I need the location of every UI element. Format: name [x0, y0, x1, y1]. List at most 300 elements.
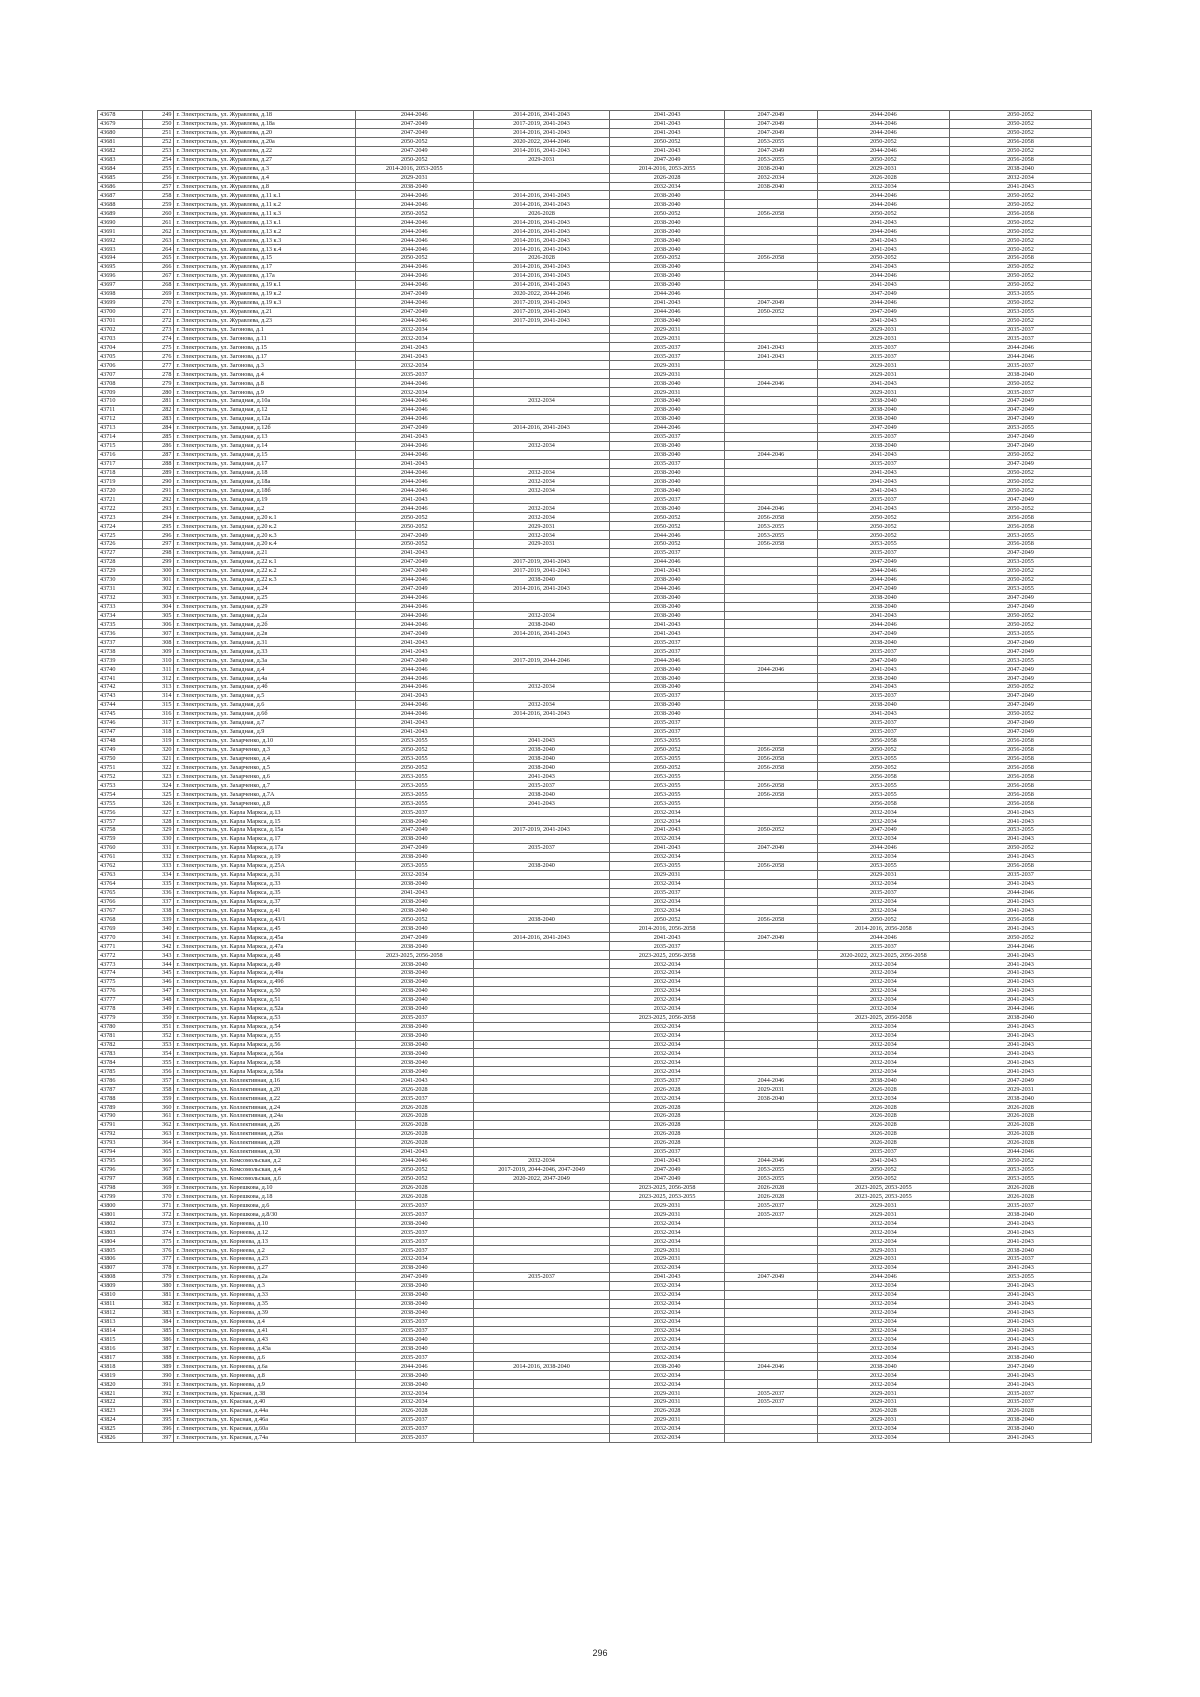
- table-cell: 43755: [98, 799, 143, 808]
- table-cell: 2026-2028: [610, 1129, 725, 1138]
- table-cell: 43775: [98, 977, 143, 986]
- table-row: [98, 441, 1092, 450]
- table-cell: 2047-2049: [817, 584, 949, 593]
- table-cell: г. Электросталь, ул. Западная, д.19: [174, 495, 355, 504]
- table-cell: 388: [142, 1353, 174, 1362]
- table-cell: 2038-2040: [610, 504, 725, 513]
- table-cell: 2017-2019, 2041-2043: [473, 298, 610, 307]
- table-cell: 2050-2052: [610, 540, 725, 549]
- table-cell: 2050-2052: [724, 307, 817, 316]
- table-cell: 368: [142, 1174, 174, 1183]
- table-cell: 2035-2037: [355, 1326, 473, 1335]
- table-cell: 43717: [98, 459, 143, 468]
- table-cell: 2041-2043: [610, 111, 725, 120]
- table-cell: г. Электросталь, ул. Загонова, д.8: [174, 379, 355, 388]
- table-cell: 2056-2058: [724, 781, 817, 790]
- table-cell: [473, 1335, 610, 1344]
- table-cell: [724, 575, 817, 584]
- table-cell: 43728: [98, 557, 143, 566]
- table-cell: 2056-2058: [724, 754, 817, 763]
- table-row: [98, 620, 1092, 629]
- table-cell: [724, 1415, 817, 1424]
- table-cell: г. Электросталь, ул. Корнеева, д.41: [174, 1326, 355, 1335]
- table-cell: 2014-2016, 2041-2043: [473, 262, 610, 271]
- table-cell: 43715: [98, 441, 143, 450]
- table-cell: 296: [142, 531, 174, 540]
- table-cell: 2044-2046: [817, 933, 949, 942]
- table-cell: [724, 1058, 817, 1067]
- table-cell: 2032-2034: [473, 397, 610, 406]
- table-cell: 2032-2034: [473, 683, 610, 692]
- table-cell: [473, 1040, 610, 1049]
- table-cell: 2047-2049: [610, 1165, 725, 1174]
- table-cell: [724, 977, 817, 986]
- table-cell: 43782: [98, 1040, 143, 1049]
- table-cell: [724, 727, 817, 736]
- table-cell: 2014-2016, 2038-2040: [473, 1362, 610, 1371]
- table-cell: 2035-2037: [610, 1147, 725, 1156]
- table-cell: 2056-2058: [949, 209, 1091, 218]
- table-cell: [724, 1281, 817, 1290]
- table-row: [98, 1147, 1092, 1156]
- table-cell: г. Электросталь, ул. Карла Маркса, д.45: [174, 924, 355, 933]
- table-cell: [473, 879, 610, 888]
- table-cell: 2050-2052: [610, 763, 725, 772]
- table-cell: 43788: [98, 1094, 143, 1103]
- table-cell: 2041-2043: [949, 1326, 1091, 1335]
- table-cell: 2053-2055: [610, 790, 725, 799]
- table-cell: [473, 164, 610, 173]
- table-row: [98, 1406, 1092, 1415]
- table-cell: 2038-2040: [610, 191, 725, 200]
- table-cell: 2044-2046: [355, 227, 473, 236]
- table-cell: 2026-2028: [817, 173, 949, 182]
- table-cell: г. Электросталь, ул. Захарченко, д.7: [174, 781, 355, 790]
- table-cell: [724, 414, 817, 423]
- table-cell: 43731: [98, 584, 143, 593]
- table-cell: 260: [142, 209, 174, 218]
- table-cell: 361: [142, 1112, 174, 1121]
- table-cell: 2014-2016, 2041-2043: [473, 245, 610, 254]
- table-row: [98, 1344, 1092, 1353]
- schedule-table-body: [98, 111, 1092, 1443]
- table-cell: г. Электросталь, ул. Журавлева, д.23: [174, 316, 355, 325]
- table-cell: 43682: [98, 146, 143, 155]
- table-cell: [724, 1004, 817, 1013]
- table-cell: г. Электросталь, ул. Корнеева, д.10: [174, 1219, 355, 1228]
- table-cell: г. Электросталь, ул. Журавлева, д.13 к.2: [174, 227, 355, 236]
- table-cell: г. Электросталь, ул. Карла Маркса, д.15а: [174, 826, 355, 835]
- table-cell: г. Электросталь, ул. Корнеева, д.12: [174, 1228, 355, 1237]
- table-cell: 43801: [98, 1210, 143, 1219]
- table-cell: г. Электросталь, ул. Коллективная, д.24: [174, 1103, 355, 1112]
- table-cell: 2032-2034: [355, 1389, 473, 1398]
- table-cell: г. Электросталь, ул. Журавлева, д.13 к.4: [174, 245, 355, 254]
- table-cell: 328: [142, 817, 174, 826]
- table-cell: 2041-2043: [355, 718, 473, 727]
- table-row: [98, 960, 1092, 969]
- table-cell: 2050-2052: [949, 236, 1091, 245]
- table-cell: 43760: [98, 843, 143, 852]
- table-cell: 272: [142, 316, 174, 325]
- table-cell: 43754: [98, 790, 143, 799]
- table-cell: 2047-2049: [724, 933, 817, 942]
- table-cell: 2050-2052: [355, 254, 473, 263]
- table-cell: 279: [142, 379, 174, 388]
- table-cell: 2029-2031: [355, 173, 473, 182]
- table-cell: 2038-2040: [473, 861, 610, 870]
- table-cell: 284: [142, 423, 174, 432]
- table-cell: 2032-2034: [355, 1398, 473, 1407]
- table-row: [98, 1398, 1092, 1407]
- table-cell: 2032-2034: [473, 611, 610, 620]
- table-cell: 2032-2034: [610, 1424, 725, 1433]
- table-row: [98, 691, 1092, 700]
- table-cell: г. Электросталь, ул. Корнеева, д.9: [174, 1380, 355, 1389]
- table-cell: г. Электросталь, ул. Западная, д.3а: [174, 656, 355, 665]
- table-cell: [724, 656, 817, 665]
- table-cell: 370: [142, 1192, 174, 1201]
- table-row: [98, 486, 1092, 495]
- table-cell: 2038-2040: [949, 1415, 1091, 1424]
- table-cell: 2056-2058: [724, 513, 817, 522]
- table-cell: 2038-2040: [724, 1094, 817, 1103]
- table-cell: г. Электросталь, ул. Карла Маркса, д.49б: [174, 977, 355, 986]
- table-cell: 267: [142, 271, 174, 280]
- table-cell: 2038-2040: [355, 1290, 473, 1299]
- table-cell: 43756: [98, 808, 143, 817]
- table-cell: 2050-2052: [817, 137, 949, 146]
- table-cell: [473, 906, 610, 915]
- table-cell: 2047-2049: [949, 405, 1091, 414]
- table-row: [98, 834, 1092, 843]
- table-cell: 2014-2016, 2041-2043: [473, 218, 610, 227]
- table-cell: 2050-2052: [355, 1174, 473, 1183]
- table-cell: 43746: [98, 718, 143, 727]
- table-cell: [724, 799, 817, 808]
- table-cell: [724, 1326, 817, 1335]
- table-cell: 2032-2034: [473, 486, 610, 495]
- table-cell: 2032-2034: [817, 1299, 949, 1308]
- table-cell: 43810: [98, 1290, 143, 1299]
- table-cell: [724, 557, 817, 566]
- table-cell: 2053-2055: [724, 137, 817, 146]
- table-row: [98, 1165, 1092, 1174]
- table-cell: 43714: [98, 432, 143, 441]
- table-row: [98, 1219, 1092, 1228]
- table-cell: 43701: [98, 316, 143, 325]
- table-row: [98, 271, 1092, 280]
- table-cell: г. Электросталь, ул. Корнеева, д.3: [174, 1281, 355, 1290]
- table-cell: 2032-2034: [817, 1067, 949, 1076]
- table-cell: [724, 405, 817, 414]
- table-cell: 2047-2049: [355, 128, 473, 137]
- table-cell: 2050-2052: [817, 209, 949, 218]
- table-cell: [724, 334, 817, 343]
- table-cell: 43705: [98, 352, 143, 361]
- table-cell: 2044-2046: [355, 683, 473, 692]
- table-cell: 299: [142, 557, 174, 566]
- table-cell: 367: [142, 1165, 174, 1174]
- table-cell: г. Электросталь, ул. Коллективная, д.30: [174, 1147, 355, 1156]
- table-cell: 2032-2034: [817, 977, 949, 986]
- table-cell: [473, 1210, 610, 1219]
- table-cell: 43796: [98, 1165, 143, 1174]
- table-cell: [724, 638, 817, 647]
- table-cell: 2038-2040: [355, 995, 473, 1004]
- table-cell: 2029-2031: [610, 1246, 725, 1255]
- table-cell: 321: [142, 754, 174, 763]
- table-cell: 334: [142, 870, 174, 879]
- table-cell: г. Электросталь, ул. Западная, д.33: [174, 647, 355, 656]
- table-cell: 249: [142, 111, 174, 120]
- table-row: [98, 1058, 1092, 1067]
- table-cell: 2035-2037: [817, 942, 949, 951]
- table-cell: 2050-2052: [817, 1174, 949, 1183]
- table-cell: 2032-2034: [610, 1433, 725, 1442]
- table-cell: [724, 951, 817, 960]
- table-cell: 43786: [98, 1076, 143, 1085]
- table-cell: 2029-2031: [610, 361, 725, 370]
- table-cell: [724, 691, 817, 700]
- table-cell: 2032-2034: [355, 870, 473, 879]
- table-cell: г. Электросталь, ул. Западная, д.20 к.3: [174, 531, 355, 540]
- table-cell: 2032-2034: [817, 1049, 949, 1058]
- table-cell: [473, 665, 610, 674]
- table-cell: 43777: [98, 995, 143, 1004]
- table-cell: 43805: [98, 1246, 143, 1255]
- table-row: [98, 826, 1092, 835]
- table-cell: 2038-2040: [355, 1335, 473, 1344]
- table-cell: 2029-2031: [817, 1389, 949, 1398]
- table-cell: 2038-2040: [817, 405, 949, 414]
- table-cell: [724, 924, 817, 933]
- table-cell: 2047-2049: [355, 423, 473, 432]
- table-cell: 2041-2043: [817, 683, 949, 692]
- table-cell: 2014-2016, 2041-2043: [473, 227, 610, 236]
- table-cell: 2041-2043: [817, 236, 949, 245]
- table-cell: 2026-2028: [949, 1129, 1091, 1138]
- table-cell: 353: [142, 1040, 174, 1049]
- table-cell: 2035-2037: [724, 1201, 817, 1210]
- table-cell: г. Электросталь, ул. Журавлева, д.11 к.1: [174, 191, 355, 200]
- table-cell: 2044-2046: [355, 280, 473, 289]
- table-cell: г. Электросталь, ул. Журавлева, д.4: [174, 173, 355, 182]
- table-cell: 263: [142, 236, 174, 245]
- table-row: [98, 1228, 1092, 1237]
- table-cell: 2026-2028: [355, 1192, 473, 1201]
- table-cell: 2038-2040: [355, 942, 473, 951]
- table-cell: 2041-2043: [817, 316, 949, 325]
- table-cell: 2053-2055: [949, 1165, 1091, 1174]
- table-row: [98, 405, 1092, 414]
- table-cell: 278: [142, 370, 174, 379]
- table-cell: [724, 468, 817, 477]
- table-cell: 2041-2043: [949, 1371, 1091, 1380]
- table-cell: 395: [142, 1415, 174, 1424]
- table-cell: г. Электросталь, ул. Карла Маркса, д.37: [174, 897, 355, 906]
- table-cell: 43679: [98, 119, 143, 128]
- table-cell: [724, 1147, 817, 1156]
- table-cell: 2023-2025, 2056-2058: [610, 1183, 725, 1192]
- table-cell: 2041-2043: [817, 1156, 949, 1165]
- table-cell: 43803: [98, 1228, 143, 1237]
- table-cell: [473, 1308, 610, 1317]
- table-cell: 43689: [98, 209, 143, 218]
- table-cell: г. Электросталь, ул. Карла Маркса, д.17а: [174, 843, 355, 852]
- table-cell: [724, 191, 817, 200]
- table-cell: 2038-2040: [610, 611, 725, 620]
- table-cell: г. Электросталь, ул. Журавлева, д.11 к.3: [174, 209, 355, 218]
- table-cell: 2032-2034: [610, 1290, 725, 1299]
- table-cell: 2041-2043: [949, 906, 1091, 915]
- table-cell: 2050-2052: [949, 1156, 1091, 1165]
- table-cell: [473, 414, 610, 423]
- table-cell: 2032-2034: [817, 1219, 949, 1228]
- table-cell: 2044-2046: [949, 352, 1091, 361]
- table-cell: [724, 906, 817, 915]
- table-cell: 2035-2037: [610, 718, 725, 727]
- table-cell: 2047-2049: [817, 307, 949, 316]
- table-cell: г. Электросталь, ул. Западная, д.31: [174, 638, 355, 647]
- table-cell: 43765: [98, 888, 143, 897]
- table-cell: 2041-2043: [949, 1308, 1091, 1317]
- table-cell: 2032-2034: [610, 1022, 725, 1031]
- table-cell: [473, 334, 610, 343]
- table-cell: 2032-2034: [817, 1424, 949, 1433]
- table-cell: 2044-2046: [355, 593, 473, 602]
- table-cell: г. Электросталь, ул. Красная, д.40: [174, 1398, 355, 1407]
- table-cell: 2050-2052: [949, 450, 1091, 459]
- table-cell: 2038-2040: [355, 1058, 473, 1067]
- table-cell: [724, 1103, 817, 1112]
- table-row: [98, 566, 1092, 575]
- table-cell: 43719: [98, 477, 143, 486]
- table-cell: 2032-2034: [355, 334, 473, 343]
- table-row: [98, 924, 1092, 933]
- table-cell: 2056-2058: [724, 763, 817, 772]
- table-cell: 43720: [98, 486, 143, 495]
- table-cell: 2038-2040: [355, 1004, 473, 1013]
- table-cell: 363: [142, 1129, 174, 1138]
- table-cell: 2038-2040: [610, 683, 725, 692]
- table-cell: 2050-2052: [949, 477, 1091, 486]
- table-row: [98, 1290, 1092, 1299]
- table-cell: 357: [142, 1076, 174, 1085]
- table-cell: 2023-2025, 2056-2058: [817, 1013, 949, 1022]
- table-cell: 2038-2040: [355, 897, 473, 906]
- table-row: [98, 1138, 1092, 1147]
- table-cell: 43740: [98, 665, 143, 674]
- table-cell: 2044-2046: [817, 119, 949, 128]
- table-cell: 2038-2040: [473, 915, 610, 924]
- table-cell: 43684: [98, 164, 143, 173]
- table-cell: 2038-2040: [949, 1094, 1091, 1103]
- table-cell: 341: [142, 933, 174, 942]
- table-cell: [473, 1246, 610, 1255]
- table-row: [98, 575, 1092, 584]
- table-cell: 43752: [98, 772, 143, 781]
- table-cell: 2056-2058: [949, 137, 1091, 146]
- table-row: [98, 638, 1092, 647]
- table-cell: 2044-2046: [817, 1272, 949, 1281]
- table-cell: 43818: [98, 1362, 143, 1371]
- table-cell: 43764: [98, 879, 143, 888]
- table-cell: 2038-2040: [355, 1040, 473, 1049]
- table-cell: 307: [142, 629, 174, 638]
- table-row: [98, 1049, 1092, 1058]
- table-cell: 43821: [98, 1389, 143, 1398]
- table-cell: 2041-2043: [817, 262, 949, 271]
- table-cell: 43716: [98, 450, 143, 459]
- table-cell: [724, 960, 817, 969]
- table-cell: 364: [142, 1138, 174, 1147]
- table-cell: г. Электросталь, ул. Западная, д.2б: [174, 620, 355, 629]
- table-cell: 43725: [98, 531, 143, 540]
- table-cell: [473, 173, 610, 182]
- table-cell: 2041-2043: [724, 343, 817, 352]
- table-cell: г. Электросталь, ул. Корнеева, д.2а: [174, 1272, 355, 1281]
- table-cell: [473, 1281, 610, 1290]
- table-cell: г. Электросталь, ул. Западная, д.14: [174, 441, 355, 450]
- table-cell: 2041-2043: [355, 1147, 473, 1156]
- table-row: [98, 1353, 1092, 1362]
- table-cell: 283: [142, 414, 174, 423]
- table-row: [98, 191, 1092, 200]
- table-cell: 2026-2028: [355, 1406, 473, 1415]
- table-cell: 2050-2052: [817, 531, 949, 540]
- table-row: [98, 1103, 1092, 1112]
- table-cell: 2050-2052: [949, 933, 1091, 942]
- table-cell: г. Электросталь, ул. Корешкова, д.6: [174, 1201, 355, 1210]
- table-cell: 2035-2037: [949, 361, 1091, 370]
- table-cell: [724, 566, 817, 575]
- table-cell: 43696: [98, 271, 143, 280]
- table-cell: [473, 1406, 610, 1415]
- table-cell: 2035-2037: [949, 1255, 1091, 1264]
- table-cell: [473, 986, 610, 995]
- table-cell: 2029-2031: [610, 370, 725, 379]
- table-cell: [724, 1263, 817, 1272]
- table-cell: [473, 969, 610, 978]
- table-cell: 2041-2043: [949, 1281, 1091, 1290]
- table-cell: 2056-2058: [817, 799, 949, 808]
- table-cell: 2032-2034: [817, 1094, 949, 1103]
- table-cell: [724, 1317, 817, 1326]
- table-cell: 2038-2040: [817, 397, 949, 406]
- table-cell: 2035-2037: [949, 388, 1091, 397]
- table-row: [98, 1389, 1092, 1398]
- table-cell: [473, 1058, 610, 1067]
- table-cell: 2020-2022, 2023-2025, 2056-2058: [817, 951, 949, 960]
- table-cell: [473, 942, 610, 951]
- table-cell: 2032-2034: [610, 1237, 725, 1246]
- table-cell: 2035-2037: [817, 548, 949, 557]
- table-cell: 2035-2037: [355, 1237, 473, 1246]
- table-cell: 275: [142, 343, 174, 352]
- table-row: [98, 164, 1092, 173]
- table-cell: 2038-2040: [610, 218, 725, 227]
- table-cell: г. Электросталь, ул. Карла Маркса, д.58: [174, 1058, 355, 1067]
- table-cell: 2050-2052: [817, 915, 949, 924]
- table-cell: 2041-2043: [610, 1272, 725, 1281]
- table-cell: [724, 629, 817, 638]
- table-cell: 2029-2031: [610, 1201, 725, 1210]
- table-cell: 43749: [98, 745, 143, 754]
- table-cell: 2056-2058: [949, 745, 1091, 754]
- table-cell: 2026-2028: [949, 1138, 1091, 1147]
- table-cell: 2050-2052: [949, 128, 1091, 137]
